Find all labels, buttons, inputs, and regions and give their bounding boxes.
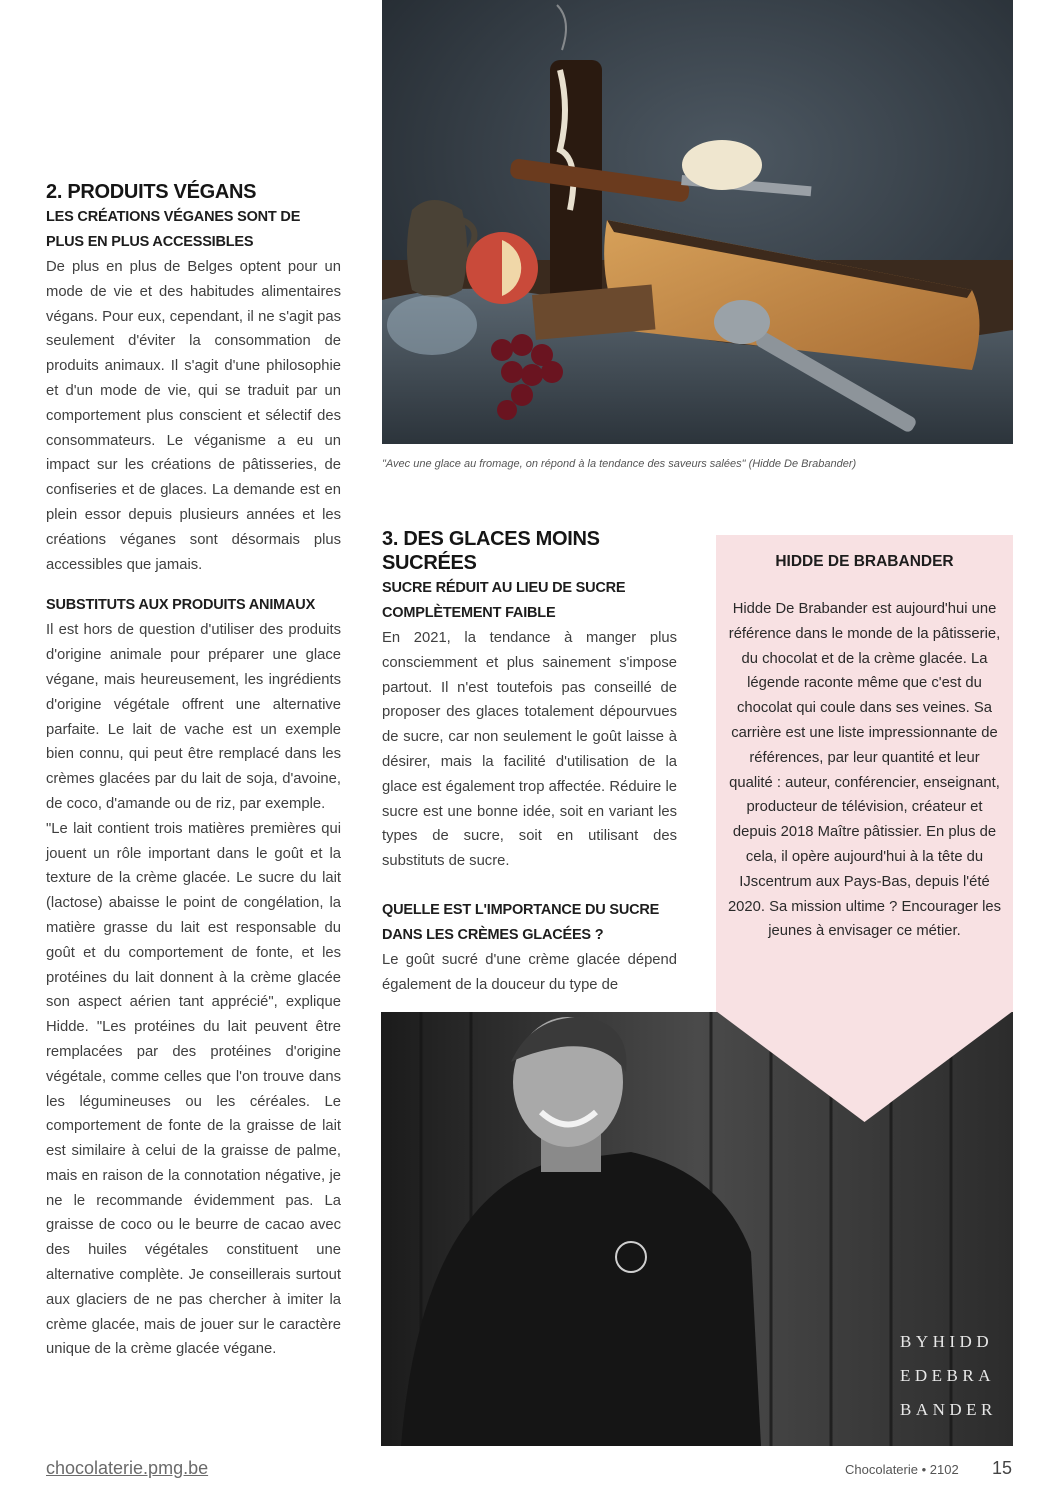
sidebar-body: Hidde De Brabander est aujourd'hui une référence dans le monde de la pâtisserie, du chocolat et de la crème glacée. La légende raconte même que c'est du chocolat qui coule dans ses veines. Sa carrière est une liste impressionnante de références, par leur quantité et leur qualité : auteur, conférencier, enseignant, producteur de télévision, créateur et depuis 2018 Maître pâtissier. En plus de cela, il opère aujourd'hui à la tête du IJscentrum aux Pays-Bas, depuis l'été 2020. Sa mission ultime ? Encourager les jeunes à envisager ce métier. <box>727 601 1002 940</box>
section-less-sugar <box>382 527 677 998</box>
page-number: 15 <box>992 1458 1013 1478</box>
body-paragraph: Il est hors de question d'utiliser des produits d'origine animale pour préparer une glace végane, mais heureusement, les ingrédients d'origine végétale offrent une alternative parfaite. Le lait de vache est un exemple bien connu, qui peut être remplacé dans les crèmes glacées par du lait de soja, d'avoine, de coco, d'amande ou de riz, par exemple. <box>46 622 341 812</box>
photo-watermark <box>900 1325 1010 1427</box>
photo-caption: "Avec une glace au fromage, on répond à la tendance des saveurs salées" (Hidde De Brabander) <box>382 458 857 470</box>
bio-sidebar <box>716 535 1013 1012</box>
body-paragraph: En 2021, la tendance à manger plus consciemment et plus sainement s'impose partout. Il n'est toutefois pas conseillé de proposer des glaces totalement dépourvues de sucre, car non seulement le goût laisse à désirer, mais la facilité d'utilisation de la glace est également trop affectée. Réduire le sucre est une bonne idée, soit en variant les types de sucre, soit en utilisant des substituts de sucre. <box>382 630 677 870</box>
section-subtitle: LES CRÉATIONS VÉGANES SONT DE PLUS EN PLUS ACCESSIBLES <box>46 209 301 250</box>
website-link[interactable]: chocolaterie.pmg.be <box>46 1458 209 1478</box>
subheading: QUELLE EST L'IMPORTANCE DU SUCRE DANS LES CRÈMES GLACÉES ? <box>382 901 660 943</box>
section-title: 2. PRODUITS VÉGANS <box>46 181 257 203</box>
watermark-line: EDEBRA <box>900 1366 995 1385</box>
sidebar-chevron <box>716 1011 1013 1123</box>
watermark-line: BANDER <box>900 1400 997 1419</box>
section-title: 3. DES GLACES MOINS SUCRÉES <box>382 528 600 574</box>
sidebar-title: HIDDE DE BRABANDER <box>775 553 954 570</box>
issue-label: Chocolaterie • 2102 <box>845 1462 959 1477</box>
section-subtitle: SUCRE RÉDUIT AU LIEU DE SUCRE COMPLÈTEMENT FAIBLE <box>382 580 626 621</box>
watermark-line: BYHIDD <box>900 1332 994 1351</box>
cheese-still-life-photo <box>382 0 1013 444</box>
section-vegan <box>46 180 341 1362</box>
body-paragraph: De plus en plus de Belges optent pour un mode de vie et des habitudes alimentaires végans. Pour eux, cependant, il ne s'agit pas seulement d'éviter la consommation de produits animaux. Il s'agit d'une philosophie et d'un mode de vie, qui se traduit par un comportement plus conscient et sélectif des consommateurs. Le véganisme a eu un impact sur les créations de pâtisseries, de confiseries et de glaces. La demande est en plein essor depuis plusieurs années et les créations véganes sont désormais plus accessibles que jamais. <box>46 259 341 573</box>
subheading: SUBSTITUTS AUX PRODUITS ANIMAUX <box>46 597 316 614</box>
body-paragraph: "Le lait contient trois matières premières qui jouent un rôle important dans le goût et la texture de la crème glacée. Le sucre du lait (lactose) abaisse le point de congélation, la matière grasse du lait est responsable du goût et du comportement de fonte, et les protéines du lait donnent à la crème glacée son aspect aérien tant apprécié", explique Hidde. "Les protéines du lait peuvent être remplacées par des protéines d'origine végétale, comme celles que l'on trouve dans les légumineuses ou les céréales. Le comportement de fonte de la graisse de lait est similaire à celui de la graisse de palme, mais en raison de la connotation négative, je ne le recommande évidemment pas. La graisse de coco ou le beurre de cacao avec des huiles végétales constituent une alternative complète. Je conseillerais surtout aux glaciers de ne pas chercher à imiter la crème glacée, mais de jouer sur le caractère unique de la crème glacée végane. <box>46 820 341 1358</box>
body-paragraph: Le goût sucré d'une crème glacée dépend également de la douceur du type de <box>382 951 677 993</box>
